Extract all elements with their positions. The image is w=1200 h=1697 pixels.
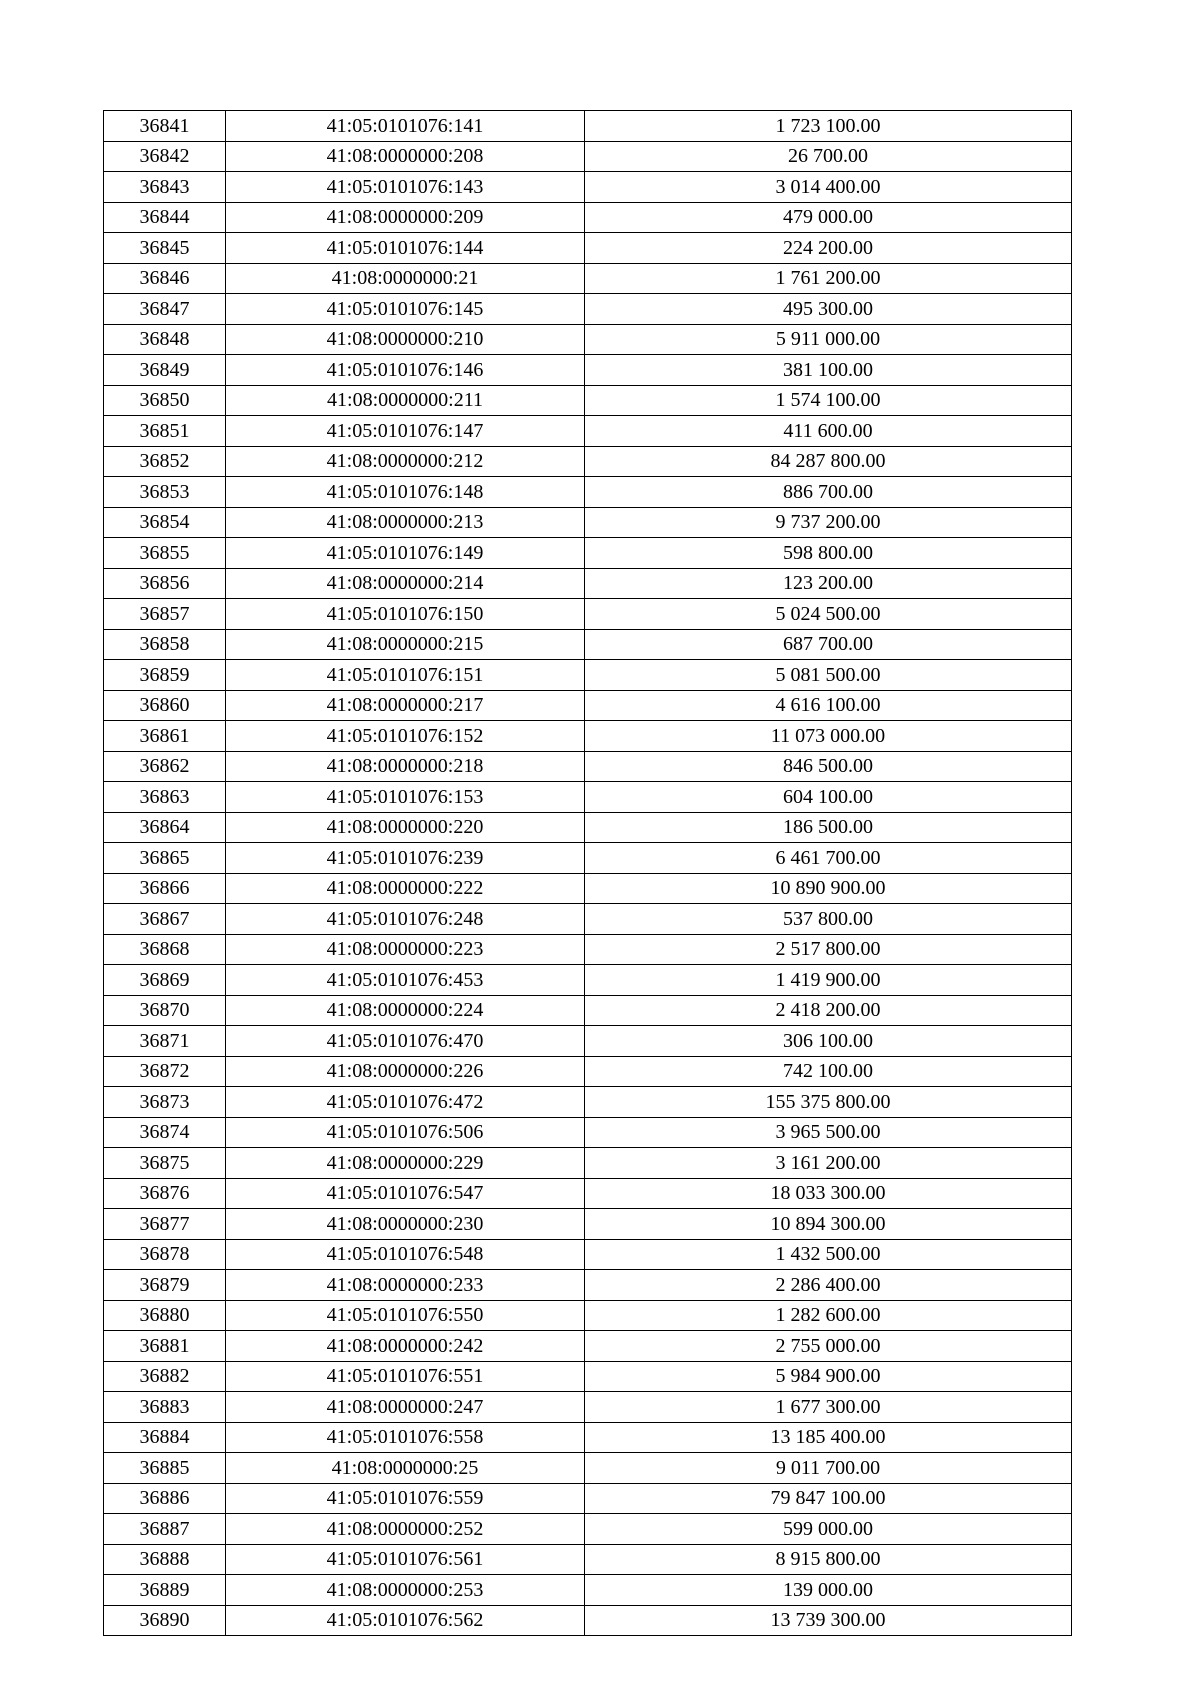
cadastral-number-cell: 41:05:0101076:551: [226, 1361, 585, 1392]
row-number-cell: 36881: [104, 1331, 226, 1362]
table-row: [104, 843, 1072, 874]
row-number-cell: 36845: [104, 233, 226, 264]
row-number-cell: 36850: [104, 385, 226, 416]
row-number-cell: 36885: [104, 1453, 226, 1484]
table-row: [104, 1453, 1072, 1484]
row-number-cell: 36852: [104, 446, 226, 477]
cadastral-number-cell: 41:05:0101076:150: [226, 599, 585, 630]
row-number-cell: 36889: [104, 1575, 226, 1606]
table-row: [104, 1087, 1072, 1118]
cadastral-number-cell: 41:05:0101076:146: [226, 355, 585, 386]
table-row: [104, 355, 1072, 386]
table-row: [104, 172, 1072, 203]
cadastral-value-cell: 79 847 100.00: [585, 1483, 1072, 1514]
table-row: [104, 782, 1072, 813]
row-number-cell: 36867: [104, 904, 226, 935]
cadastral-value-cell: 84 287 800.00: [585, 446, 1072, 477]
cadastral-value-table: [103, 110, 1072, 1636]
row-number-cell: 36871: [104, 1026, 226, 1057]
cadastral-number-cell: 41:05:0101076:559: [226, 1483, 585, 1514]
table-row: [104, 1148, 1072, 1179]
table-row: [104, 446, 1072, 477]
row-number-cell: 36890: [104, 1605, 226, 1636]
cadastral-number-cell: 41:05:0101076:561: [226, 1544, 585, 1575]
table-row: [104, 690, 1072, 721]
row-number-cell: 36848: [104, 324, 226, 355]
table-row: [104, 416, 1072, 447]
cadastral-number-cell: 41:05:0101076:149: [226, 538, 585, 569]
cadastral-number-cell: 41:05:0101076:151: [226, 660, 585, 691]
cadastral-number-cell: 41:08:0000000:212: [226, 446, 585, 477]
table-row: [104, 385, 1072, 416]
cadastral-value-cell: 139 000.00: [585, 1575, 1072, 1606]
cadastral-number-cell: 41:08:0000000:209: [226, 202, 585, 233]
cadastral-number-cell: 41:05:0101076:145: [226, 294, 585, 325]
cadastral-value-cell: 3 161 200.00: [585, 1148, 1072, 1179]
row-number-cell: 36846: [104, 263, 226, 294]
table-row: [104, 1178, 1072, 1209]
cadastral-number-cell: 41:08:0000000:247: [226, 1392, 585, 1423]
cadastral-number-cell: 41:08:0000000:218: [226, 751, 585, 782]
table-row: [104, 141, 1072, 172]
row-number-cell: 36868: [104, 934, 226, 965]
row-number-cell: 36880: [104, 1300, 226, 1331]
cadastral-value-cell: 13 185 400.00: [585, 1422, 1072, 1453]
cadastral-number-cell: 41:08:0000000:224: [226, 995, 585, 1026]
cadastral-value-cell: 411 600.00: [585, 416, 1072, 447]
row-number-cell: 36879: [104, 1270, 226, 1301]
cadastral-number-cell: 41:05:0101076:562: [226, 1605, 585, 1636]
row-number-cell: 36869: [104, 965, 226, 996]
row-number-cell: 36878: [104, 1239, 226, 1270]
table-row: [104, 111, 1072, 142]
table-row: [104, 934, 1072, 965]
cadastral-number-cell: 41:05:0101076:141: [226, 111, 585, 142]
cadastral-value-cell: 224 200.00: [585, 233, 1072, 264]
cadastral-value-cell: 604 100.00: [585, 782, 1072, 813]
table-row: [104, 904, 1072, 935]
table-row: [104, 1209, 1072, 1240]
cadastral-value-cell: 8 915 800.00: [585, 1544, 1072, 1575]
table-row: [104, 538, 1072, 569]
row-number-cell: 36858: [104, 629, 226, 660]
cadastral-value-cell: 4 616 100.00: [585, 690, 1072, 721]
row-number-cell: 36874: [104, 1117, 226, 1148]
cadastral-number-cell: 41:05:0101076:248: [226, 904, 585, 935]
row-number-cell: 36863: [104, 782, 226, 813]
cadastral-number-cell: 41:08:0000000:242: [226, 1331, 585, 1362]
row-number-cell: 36866: [104, 873, 226, 904]
cadastral-number-cell: 41:08:0000000:233: [226, 1270, 585, 1301]
cadastral-number-cell: 41:05:0101076:506: [226, 1117, 585, 1148]
row-number-cell: 36861: [104, 721, 226, 752]
cadastral-value-cell: 381 100.00: [585, 355, 1072, 386]
row-number-cell: 36843: [104, 172, 226, 203]
cadastral-number-cell: 41:05:0101076:153: [226, 782, 585, 813]
table-row: [104, 1056, 1072, 1087]
cadastral-value-cell: 18 033 300.00: [585, 1178, 1072, 1209]
row-number-cell: 36875: [104, 1148, 226, 1179]
row-number-cell: 36876: [104, 1178, 226, 1209]
cadastral-number-cell: 41:08:0000000:226: [226, 1056, 585, 1087]
cadastral-value-cell: 2 286 400.00: [585, 1270, 1072, 1301]
cadastral-value-cell: 495 300.00: [585, 294, 1072, 325]
table-row: [104, 1422, 1072, 1453]
row-number-cell: 36877: [104, 1209, 226, 1240]
cadastral-value-cell: 11 073 000.00: [585, 721, 1072, 752]
table-row: [104, 1026, 1072, 1057]
row-number-cell: 36847: [104, 294, 226, 325]
table-row: [104, 507, 1072, 538]
cadastral-value-cell: 5 984 900.00: [585, 1361, 1072, 1392]
cadastral-number-cell: 41:05:0101076:453: [226, 965, 585, 996]
cadastral-value-cell: 26 700.00: [585, 141, 1072, 172]
table-row: [104, 1270, 1072, 1301]
row-number-cell: 36872: [104, 1056, 226, 1087]
row-number-cell: 36873: [104, 1087, 226, 1118]
table-row: [104, 1605, 1072, 1636]
table-row: [104, 233, 1072, 264]
cadastral-number-cell: 41:08:0000000:215: [226, 629, 585, 660]
table-row: [104, 263, 1072, 294]
cadastral-number-cell: 41:08:0000000:213: [226, 507, 585, 538]
cadastral-value-cell: 306 100.00: [585, 1026, 1072, 1057]
cadastral-number-cell: 41:08:0000000:210: [226, 324, 585, 355]
row-number-cell: 36851: [104, 416, 226, 447]
row-number-cell: 36860: [104, 690, 226, 721]
cadastral-number-cell: 41:05:0101076:547: [226, 1178, 585, 1209]
cadastral-value-cell: 846 500.00: [585, 751, 1072, 782]
cadastral-number-cell: 41:05:0101076:558: [226, 1422, 585, 1453]
table-row: [104, 812, 1072, 843]
row-number-cell: 36870: [104, 995, 226, 1026]
cadastral-number-cell: 41:08:0000000:230: [226, 1209, 585, 1240]
cadastral-number-cell: 41:05:0101076:470: [226, 1026, 585, 1057]
cadastral-value-cell: 2 418 200.00: [585, 995, 1072, 1026]
row-number-cell: 36853: [104, 477, 226, 508]
table-row: [104, 1544, 1072, 1575]
cadastral-number-cell: 41:08:0000000:217: [226, 690, 585, 721]
row-number-cell: 36849: [104, 355, 226, 386]
table-row: [104, 1117, 1072, 1148]
cadastral-value-cell: 9 737 200.00: [585, 507, 1072, 538]
table-row: [104, 1483, 1072, 1514]
cadastral-number-cell: 41:08:0000000:208: [226, 141, 585, 172]
table-row: [104, 599, 1072, 630]
cadastral-value-cell: 123 200.00: [585, 568, 1072, 599]
row-number-cell: 36841: [104, 111, 226, 142]
row-number-cell: 36844: [104, 202, 226, 233]
row-number-cell: 36883: [104, 1392, 226, 1423]
table-row: [104, 751, 1072, 782]
cadastral-value-cell: 537 800.00: [585, 904, 1072, 935]
cadastral-value-cell: 742 100.00: [585, 1056, 1072, 1087]
cadastral-value-cell: 598 800.00: [585, 538, 1072, 569]
cadastral-number-cell: 41:08:0000000:211: [226, 385, 585, 416]
table-row: [104, 477, 1072, 508]
cadastral-value-cell: 599 000.00: [585, 1514, 1072, 1545]
row-number-cell: 36854: [104, 507, 226, 538]
table-row: [104, 1575, 1072, 1606]
cadastral-value-cell: 10 894 300.00: [585, 1209, 1072, 1240]
table-row: [104, 202, 1072, 233]
cadastral-value-cell: 2 755 000.00: [585, 1331, 1072, 1362]
cadastral-value-cell: 6 461 700.00: [585, 843, 1072, 874]
cadastral-value-cell: 479 000.00: [585, 202, 1072, 233]
cadastral-value-cell: 186 500.00: [585, 812, 1072, 843]
table-row: [104, 873, 1072, 904]
cadastral-number-cell: 41:05:0101076:239: [226, 843, 585, 874]
cadastral-value-cell: 1 282 600.00: [585, 1300, 1072, 1331]
cadastral-value-cell: 5 081 500.00: [585, 660, 1072, 691]
cadastral-value-cell: 1 723 100.00: [585, 111, 1072, 142]
row-number-cell: 36862: [104, 751, 226, 782]
row-number-cell: 36882: [104, 1361, 226, 1392]
cadastral-number-cell: 41:08:0000000:252: [226, 1514, 585, 1545]
table-row: [104, 324, 1072, 355]
cadastral-value-cell: 687 700.00: [585, 629, 1072, 660]
cadastral-number-cell: 41:05:0101076:550: [226, 1300, 585, 1331]
cadastral-value-cell: 13 739 300.00: [585, 1605, 1072, 1636]
cadastral-number-cell: 41:08:0000000:222: [226, 873, 585, 904]
cadastral-number-cell: 41:05:0101076:152: [226, 721, 585, 752]
cadastral-value-cell: 155 375 800.00: [585, 1087, 1072, 1118]
row-number-cell: 36864: [104, 812, 226, 843]
row-number-cell: 36887: [104, 1514, 226, 1545]
cadastral-value-cell: 2 517 800.00: [585, 934, 1072, 965]
row-number-cell: 36856: [104, 568, 226, 599]
table-row: [104, 568, 1072, 599]
cadastral-number-cell: 41:08:0000000:253: [226, 1575, 585, 1606]
cadastral-value-cell: 1 574 100.00: [585, 385, 1072, 416]
cadastral-number-cell: 41:08:0000000:223: [226, 934, 585, 965]
table-row: [104, 965, 1072, 996]
cadastral-number-cell: 41:08:0000000:214: [226, 568, 585, 599]
cadastral-number-cell: 41:08:0000000:229: [226, 1148, 585, 1179]
cadastral-number-cell: 41:05:0101076:148: [226, 477, 585, 508]
cadastral-number-cell: 41:05:0101076:143: [226, 172, 585, 203]
cadastral-value-cell: 1 432 500.00: [585, 1239, 1072, 1270]
table-row: [104, 1331, 1072, 1362]
cadastral-number-cell: 41:05:0101076:147: [226, 416, 585, 447]
cadastral-number-cell: 41:05:0101076:548: [226, 1239, 585, 1270]
cadastral-value-cell: 1 677 300.00: [585, 1392, 1072, 1423]
cadastral-number-cell: 41:08:0000000:25: [226, 1453, 585, 1484]
row-number-cell: 36842: [104, 141, 226, 172]
table-row: [104, 1514, 1072, 1545]
table-row: [104, 1239, 1072, 1270]
row-number-cell: 36884: [104, 1422, 226, 1453]
table-row: [104, 995, 1072, 1026]
table-body: [104, 111, 1072, 1636]
cadastral-value-cell: 1 419 900.00: [585, 965, 1072, 996]
row-number-cell: 36865: [104, 843, 226, 874]
row-number-cell: 36886: [104, 1483, 226, 1514]
table-row: [104, 1361, 1072, 1392]
row-number-cell: 36888: [104, 1544, 226, 1575]
cadastral-value-cell: 5 911 000.00: [585, 324, 1072, 355]
table-row: [104, 1392, 1072, 1423]
table-row: [104, 629, 1072, 660]
row-number-cell: 36857: [104, 599, 226, 630]
cadastral-number-cell: 41:08:0000000:21: [226, 263, 585, 294]
table-row: [104, 1300, 1072, 1331]
cadastral-value-cell: 3 014 400.00: [585, 172, 1072, 203]
row-number-cell: 36855: [104, 538, 226, 569]
cadastral-number-cell: 41:05:0101076:144: [226, 233, 585, 264]
cadastral-value-cell: 3 965 500.00: [585, 1117, 1072, 1148]
row-number-cell: 36859: [104, 660, 226, 691]
table-row: [104, 294, 1072, 325]
cadastral-value-cell: 886 700.00: [585, 477, 1072, 508]
cadastral-value-cell: 5 024 500.00: [585, 599, 1072, 630]
table-row: [104, 721, 1072, 752]
cadastral-value-cell: 1 761 200.00: [585, 263, 1072, 294]
cadastral-value-cell: 10 890 900.00: [585, 873, 1072, 904]
cadastral-value-cell: 9 011 700.00: [585, 1453, 1072, 1484]
table-row: [104, 660, 1072, 691]
cadastral-number-cell: 41:08:0000000:220: [226, 812, 585, 843]
cadastral-number-cell: 41:05:0101076:472: [226, 1087, 585, 1118]
